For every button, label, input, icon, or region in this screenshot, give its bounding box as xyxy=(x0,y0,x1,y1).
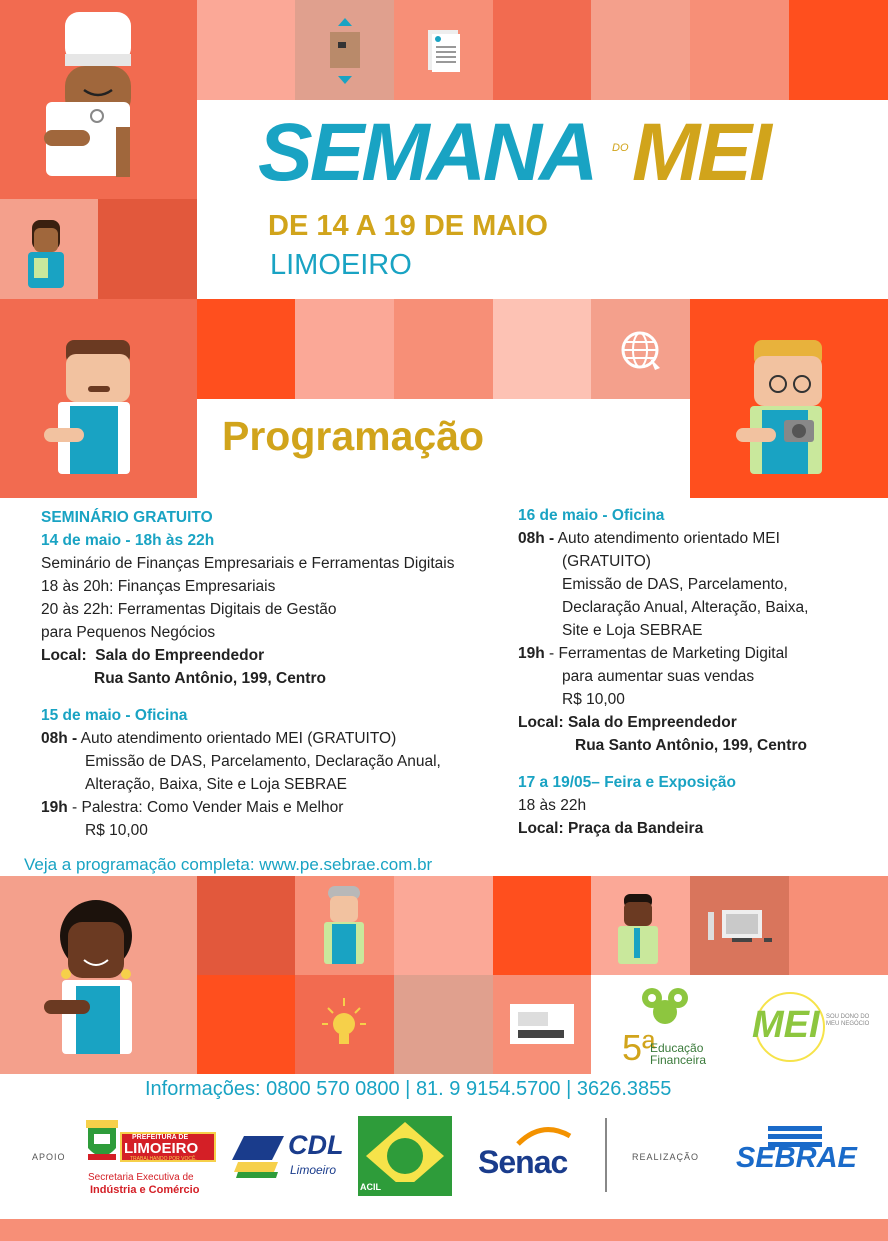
workshop-item xyxy=(41,796,501,819)
seminar-date: 14 de maio - 18h às 22h xyxy=(41,532,215,549)
seminar-local xyxy=(41,644,501,667)
seminar-line: Seminário de Finanças Empresariais e Ferramentas Digitais xyxy=(41,555,455,572)
workshop-title: 15 de maio - Oficina xyxy=(41,707,188,724)
workshop-item-detail: Site e Loja SEBRAE xyxy=(562,622,703,639)
tile xyxy=(98,199,197,299)
local-place: Sala do Empreendedor xyxy=(95,647,265,664)
apoio-label: APOIO xyxy=(32,1152,66,1162)
tile xyxy=(493,299,591,399)
chef-illustration xyxy=(40,12,140,182)
photographer-illustration xyxy=(736,340,826,474)
tile xyxy=(394,876,493,975)
schedule-left xyxy=(41,506,501,842)
schedule-right xyxy=(518,504,878,840)
event-title-connector: DO xyxy=(612,142,629,154)
event-dates: DE 14 A 19 DE MAIO xyxy=(268,210,548,242)
event-title-mei: MEI xyxy=(632,107,769,198)
seminar-line: para Pequenos Negócios xyxy=(41,624,216,641)
tile xyxy=(197,876,295,975)
workshop-item-detail: Emissão de DAS, Parcelamento, Declaração Anual, xyxy=(85,753,441,770)
document-icon xyxy=(424,28,464,74)
acil-logo-text: ACIL xyxy=(360,1182,381,1192)
item-time: 08h - xyxy=(518,530,555,547)
tile xyxy=(394,975,493,1074)
workshop-price: R$ 10,00 xyxy=(85,822,148,839)
seminar-line: 20 às 22h: Ferramentas Digitais de Gestão xyxy=(41,601,337,618)
local-label: Local: xyxy=(41,647,87,664)
event-city: LIMOEIRO xyxy=(270,249,412,281)
tile xyxy=(690,0,789,100)
seminar-title: SEMINÁRIO GRATUITO xyxy=(41,509,213,526)
mei-slogan: SOU DONO DO MEU NEGÓCIO xyxy=(826,1014,870,1027)
edu-label-2: Financeira xyxy=(650,1053,707,1067)
tile xyxy=(197,299,295,399)
workshop-price: R$ 10,00 xyxy=(562,691,625,708)
item-text: - Palestra: Como Vender Mais e Melhor xyxy=(72,799,344,816)
lightbulb-icon xyxy=(316,996,372,1054)
workshop-item xyxy=(518,527,878,550)
tile xyxy=(394,299,493,399)
item-time: 08h - xyxy=(41,730,78,747)
realizacao-label: REALIZAÇÃO xyxy=(632,1152,700,1162)
fair-title: 17 a 19/05– Feira e Exposição xyxy=(518,774,736,791)
item-text: Auto atendimento orientado MEI xyxy=(557,530,780,547)
item-time: 19h xyxy=(41,799,68,816)
receipt-icon xyxy=(508,1002,576,1046)
cdl-mark xyxy=(232,1134,284,1178)
bottom-bar xyxy=(0,1219,888,1241)
tile xyxy=(197,975,295,1074)
tile xyxy=(789,876,888,975)
workshop-item-detail: Declaração Anual, Alteração, Baixa, xyxy=(562,599,809,616)
mechanic-illustration xyxy=(44,340,136,474)
cdl-logo-subtext: Limoeiro xyxy=(290,1163,337,1177)
workshop-item-detail: Emissão de DAS, Parcelamento, xyxy=(562,576,788,593)
event-title: SEMANA xyxy=(258,107,596,198)
workshop-item-detail: Alteração, Baixa, Site e Loja SEBRAE xyxy=(85,776,347,793)
cdl-logo-text: CDL xyxy=(288,1130,344,1160)
senac-swoosh xyxy=(516,1124,572,1146)
tile xyxy=(197,0,295,100)
limoeiro-crest xyxy=(84,1118,120,1166)
tile xyxy=(591,0,690,100)
sebrae-logo: SEBRAE xyxy=(736,1142,857,1174)
workshop-item xyxy=(41,727,501,750)
workshop-item xyxy=(518,642,878,665)
workshop-item-detail: (GRATUITO) xyxy=(562,553,651,570)
limoeiro-text-4: Secretaria Executiva de xyxy=(88,1172,194,1183)
hairdresser-illustration xyxy=(44,900,144,1054)
limoeiro-text-3: TRABALHANDO POR VOCÊ. xyxy=(130,1156,197,1162)
woman-illustration xyxy=(20,218,70,290)
tile xyxy=(493,0,591,100)
mei-logo: MEI xyxy=(752,1004,820,1046)
computer-icon xyxy=(706,908,772,944)
workshop-title: 16 de maio - Oficina xyxy=(518,507,665,524)
limoeiro-text-1: PREFEITURA DE xyxy=(132,1134,189,1141)
fair-time: 18 às 22h xyxy=(518,797,587,814)
tile xyxy=(295,299,394,399)
item-text: - Ferramentas de Marketing Digital xyxy=(549,645,788,662)
contact-info: Informações: 0800 570 0800 | 81. 9 9154.5700 | 3626.3855 xyxy=(145,1078,672,1100)
limoeiro-text-5: Indústria e Comércio xyxy=(90,1184,200,1196)
seminar-address: Rua Santo Antônio, 199, Centro xyxy=(94,670,326,687)
fair-local: Local: Praça da Bandeira xyxy=(518,820,704,837)
globe-icon xyxy=(620,330,664,374)
item-text: Auto atendimento orientado MEI (GRATUITO) xyxy=(80,730,397,747)
tile xyxy=(789,0,888,100)
item-time: 19h xyxy=(518,645,545,662)
workshop-item-detail: para aumentar suas vendas xyxy=(562,668,755,685)
edu-number: 5ª xyxy=(622,1027,656,1068)
seminar-line: 18 às 20h: Finanças Empresariais xyxy=(41,578,276,595)
businessman-illustration xyxy=(614,894,660,964)
website-link[interactable]: Veja a programação completa: www.pe.sebrae.com.br xyxy=(24,855,433,874)
package-icon xyxy=(326,18,364,84)
limoeiro-text-2: LIMOEIRO xyxy=(124,1140,199,1157)
tile xyxy=(493,876,591,975)
worker-illustration xyxy=(320,886,366,964)
workshop-local: Local: Sala do Empreendedor xyxy=(518,714,737,731)
section-title: Programação xyxy=(222,413,485,459)
workshop-address: Rua Santo Antônio, 199, Centro xyxy=(575,737,807,754)
senac-logo: Senac xyxy=(478,1144,568,1180)
edu-label-1: Educação xyxy=(650,1041,704,1055)
divider xyxy=(605,1118,607,1192)
